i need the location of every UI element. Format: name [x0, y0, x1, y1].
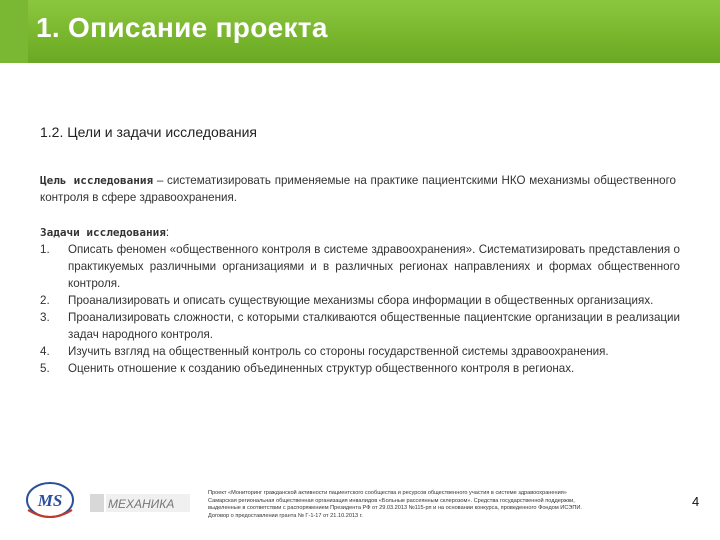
- list-item-number: 1.: [40, 243, 50, 256]
- footer-line: выделенные в соответствии с распоряжением Президента РФ от 29.03.2013 №115-рп и на основании конкурса, проведенного Фондом ИСЭПИ.: [208, 505, 582, 512]
- slide-title: 1. Описание проекта: [36, 12, 328, 43]
- header-accent: [0, 0, 28, 63]
- header-bar: [0, 0, 720, 63]
- footer-text: [208, 490, 678, 520]
- list-item-text: Проанализировать и описать существующие механизмы сбора информации в общественных организациях.: [68, 294, 654, 307]
- list-item-text: Проанализировать сложности, с которыми сталкиваются общественные пациентские организации в реализации задач народного контроля.: [68, 311, 680, 341]
- mechanika-logo: [90, 492, 190, 514]
- list-item-text: Описать феномен «общественного контроля в системе здравоохранения». Систематизировать представления о практикуемых различными организациями и в различных регионах направлениях и формах общественного контроля.: [68, 243, 680, 290]
- mechanika-logo-text: МЕХАНИКА: [108, 497, 175, 511]
- ms-logo: [24, 480, 76, 524]
- list-item: [40, 292, 680, 309]
- tasks-list: [40, 241, 680, 377]
- goal-paragraph: [40, 172, 676, 206]
- tasks-colon: :: [165, 226, 170, 239]
- page-number: 4: [692, 494, 700, 509]
- footer-line: Самарская региональная общественная организация инвалидов «Больные рассеянным склерозом». Средства государственной поддержки,: [208, 497, 575, 504]
- footer-line: Проект «Мониторинг гражданской активности пациентского сообщества и ресурсов общественного участия в системе здравоохранения»: [208, 490, 567, 496]
- list-item-number: 2.: [40, 294, 50, 307]
- list-item-text: Оценить отношение к созданию объединенных структур общественного контроля в регионах.: [68, 362, 575, 375]
- ms-logo-text: MS: [37, 491, 63, 510]
- goal-text: – систематизировать применяемые на практике пациентскими НКО механизмы общественного контроля в сфере здравоохранения.: [40, 174, 676, 204]
- tasks-lead: Задачи исследования: [40, 226, 166, 239]
- list-item: [40, 309, 680, 343]
- list-item-number: 3.: [40, 311, 50, 324]
- list-item: [40, 360, 680, 377]
- tasks-heading: [40, 224, 680, 241]
- tasks-block: [40, 224, 680, 377]
- section-subtitle: 1.2. Цели и задачи исследования: [40, 124, 257, 140]
- list-item-number: 4.: [40, 345, 50, 358]
- list-item: [40, 241, 680, 292]
- list-item: [40, 343, 680, 360]
- list-item-number: 5.: [40, 362, 50, 375]
- footer-line: Договор о предоставлении гранта № Г-1-17 от 21.10.2013 г.: [208, 512, 363, 519]
- goal-lead: Цель исследования: [40, 174, 154, 187]
- list-item-text: Изучить взгляд на общественный контроль со стороны государственной системы здравоохранения.: [68, 345, 609, 358]
